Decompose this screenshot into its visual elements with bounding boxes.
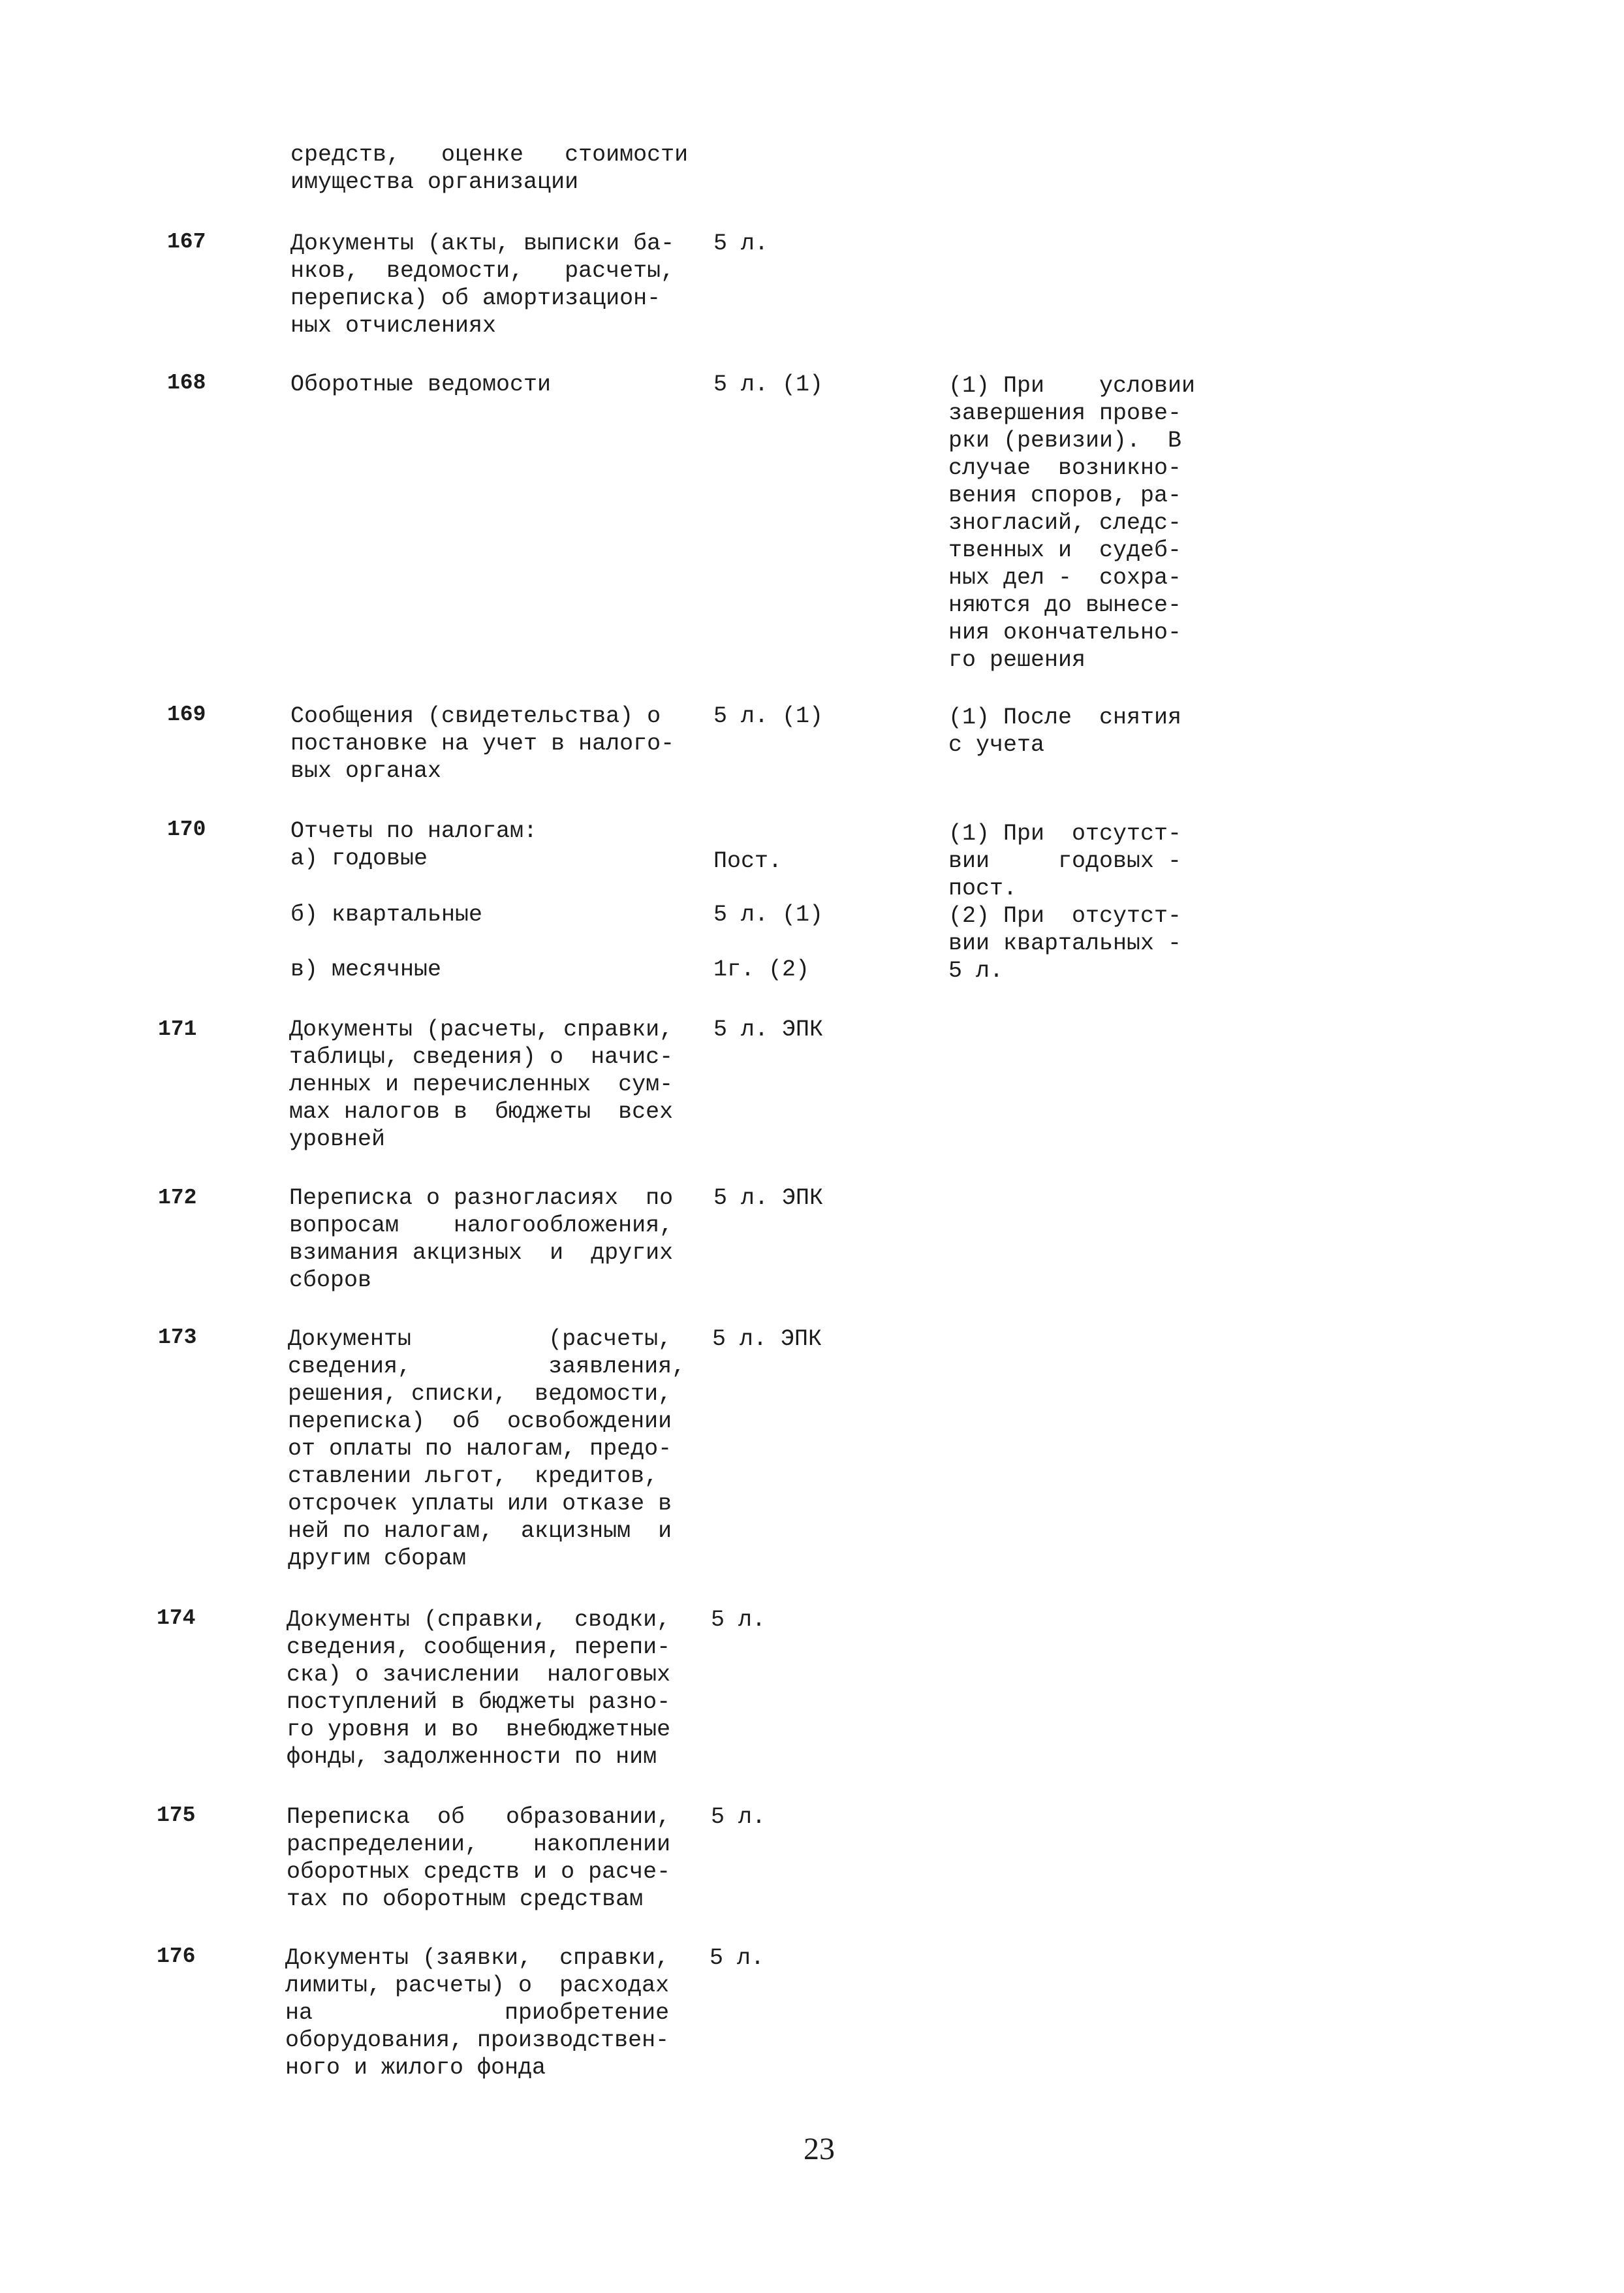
row-description: Отчеты по налогам: — [290, 818, 538, 844]
subitem-label: б) квартальные — [290, 902, 483, 928]
row-description: Документы (заявки, справки, лимиты, расчеты) о расходах на приобретение оборудования, производствен- ного и жилого фонда — [285, 1945, 670, 2081]
row-number: 171 — [158, 1017, 197, 1041]
row-description: Переписка о разногласиях по вопросам налогообложения, взимания акцизных и других сборов — [289, 1185, 674, 1293]
row-number: 176 — [157, 1944, 196, 1969]
row-description: Документы (расчеты, справки, таблицы, сведения) о начис- ленных и перечисленных сум- мах налогов в бюджеты всех уровней — [289, 1017, 674, 1152]
row-note: (1) После снятия с учета — [948, 704, 1182, 758]
row-description: Оборотные ведомости — [290, 372, 552, 398]
row-term: 5 л. (1) — [713, 372, 824, 398]
page-number: 23 — [804, 2132, 835, 2166]
row-number: 170 — [167, 817, 206, 842]
row-description: Переписка об образовании, распределении, накоплении оборотных средств и о расче- тах по оборотным средствам — [287, 1804, 671, 1912]
row-number: 167 — [167, 230, 206, 254]
row-note: (1) При отсутст- вии годовых - пост. (2) При отсутст- вии квартальных - 5 л. — [948, 821, 1182, 984]
row-term: 5 л. — [713, 230, 769, 257]
row-number: 173 — [158, 1325, 197, 1350]
subitem-term: 5 л. (1) — [713, 902, 824, 928]
row-term: 5 л. — [711, 1607, 766, 1633]
subitem-term: Пост. — [713, 848, 783, 874]
subitem-label: а) годовые — [290, 846, 428, 872]
row-number: 174 — [157, 1606, 196, 1630]
row-term: 5 л. ЭПК — [713, 1017, 824, 1043]
row-term: 5 л. (1) — [713, 703, 824, 729]
row-description: Документы (акты, выписки ба- нков, ведомости, расчеты, переписка) об амортизацион- ных отчислениях — [290, 230, 675, 339]
row-note: (1) При условии завершения прове- рки (ревизии). В случае возникно- вения споров, ра- зногласий, следс- твенных и судеб- ных дел - сохра- няются до вынесе- ния окончательно- го решения — [948, 373, 1196, 673]
row-number: 168 — [167, 371, 206, 395]
row-number: 175 — [157, 1803, 196, 1827]
continuation-description: средств, оценке стоимости имущества организации — [290, 142, 689, 195]
row-description: Документы (расчеты, сведения, заявления, решения, списки, ведомости, переписка) об освобождении от оплаты по налогам, предо- ставлении льгот, кредитов, отсрочек уплаты или отказе в ней по налогам, акцизным и другим сборам — [288, 1326, 686, 1572]
row-number: 172 — [158, 1186, 197, 1210]
subitem-term: 1г. (2) — [713, 957, 810, 983]
row-description: Документы (справки, сводки, сведения, сообщения, перепи- ска) о зачислении налоговых поступлений в бюджеты разно- го уровня и во внебюджетные фонды, задолженности по ним — [287, 1607, 671, 1770]
row-term: 5 л. — [711, 1804, 766, 1830]
subitem-label: в) месячные — [290, 957, 442, 983]
row-term: 5 л. ЭПК — [713, 1185, 824, 1211]
row-term: 5 л. ЭПК — [712, 1326, 822, 1352]
row-term: 5 л. — [710, 1945, 765, 1971]
row-description: Сообщения (свидетельства) о постановке на учет в налого- вых органах — [290, 703, 675, 784]
row-number: 169 — [167, 703, 206, 727]
